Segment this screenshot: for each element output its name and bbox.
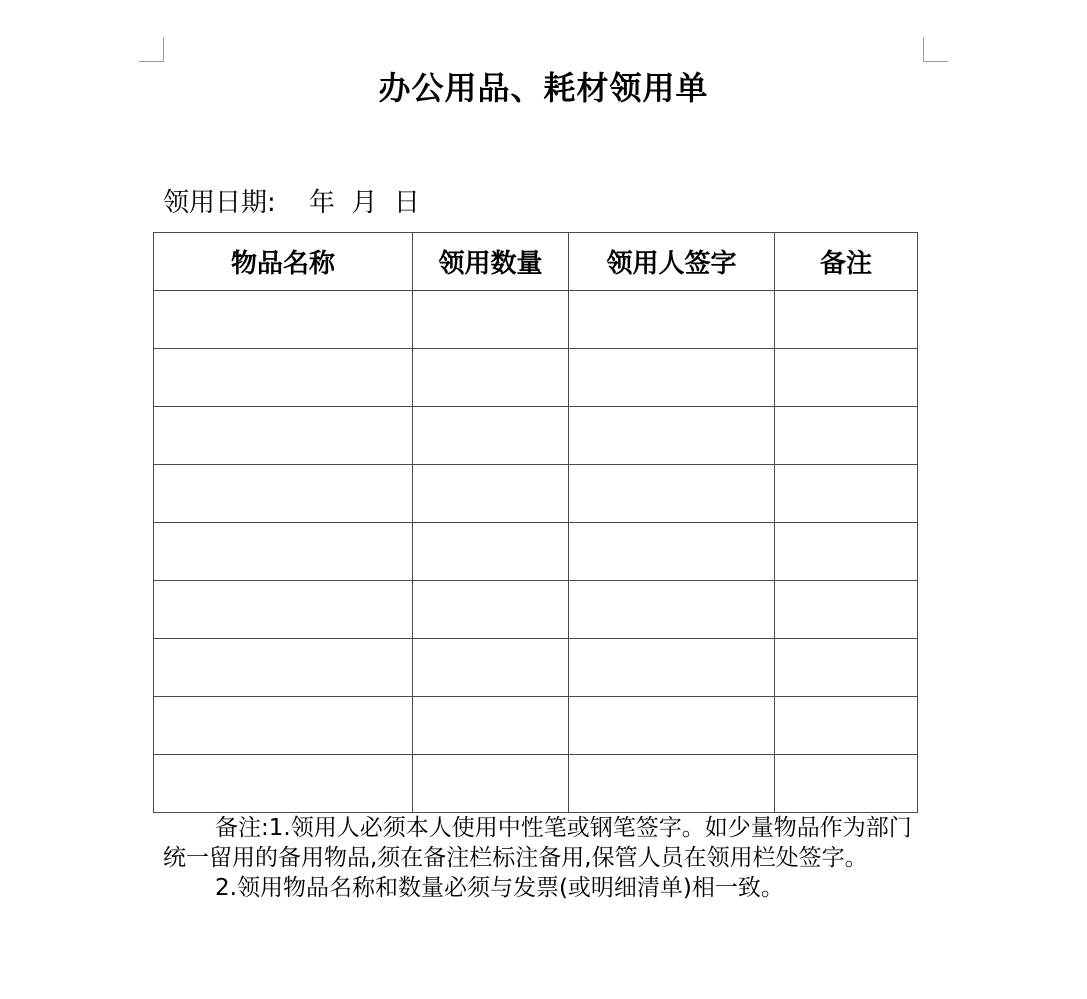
- table-row: [154, 697, 918, 755]
- cell-item-name[interactable]: [154, 755, 413, 813]
- cell-remarks[interactable]: [775, 523, 918, 581]
- cell-remarks[interactable]: [775, 465, 918, 523]
- table-row: [154, 465, 918, 523]
- table-header-row: [154, 233, 918, 291]
- table-row: [154, 755, 918, 813]
- table-row: [154, 349, 918, 407]
- cell-remarks[interactable]: [775, 349, 918, 407]
- table-row: [154, 639, 918, 697]
- cell-quantity[interactable]: [413, 697, 569, 755]
- header-quantity: 领用数量: [413, 233, 569, 291]
- cell-quantity[interactable]: [413, 755, 569, 813]
- notes-section: [163, 813, 923, 903]
- cell-signature[interactable]: [569, 291, 775, 349]
- cell-quantity[interactable]: [413, 291, 569, 349]
- cell-item-name[interactable]: [154, 697, 413, 755]
- cell-remarks[interactable]: [775, 755, 918, 813]
- note-item-1: 备注:1.领用人必须本人使用中性笔或钢笔签字。如少量物品作为部门统一留用的备用物品,须在备注栏标注备用,保管人员在领用栏处签字。: [163, 815, 912, 871]
- cell-quantity[interactable]: [413, 349, 569, 407]
- header-signature: 领用人签字: [569, 233, 775, 291]
- table-row: [154, 407, 918, 465]
- cell-item-name[interactable]: [154, 407, 413, 465]
- cell-signature[interactable]: [569, 639, 775, 697]
- cell-quantity[interactable]: [413, 581, 569, 639]
- cell-remarks[interactable]: [775, 581, 918, 639]
- cell-item-name[interactable]: [154, 639, 413, 697]
- corner-mark-top-left: [139, 37, 164, 62]
- cell-signature[interactable]: [569, 523, 775, 581]
- cell-signature[interactable]: [569, 697, 775, 755]
- cell-item-name[interactable]: [154, 349, 413, 407]
- cell-quantity[interactable]: [413, 465, 569, 523]
- cell-signature[interactable]: [569, 465, 775, 523]
- cell-signature[interactable]: [569, 581, 775, 639]
- table-row: [154, 581, 918, 639]
- cell-item-name[interactable]: [154, 291, 413, 349]
- cell-quantity[interactable]: [413, 523, 569, 581]
- cell-signature[interactable]: [569, 349, 775, 407]
- cell-signature[interactable]: [569, 755, 775, 813]
- header-remarks: 备注: [775, 233, 918, 291]
- header-item-name: 物品名称: [154, 233, 413, 291]
- cell-remarks[interactable]: [775, 407, 918, 465]
- note-item-2: 2.领用物品名称和数量必须与发票(或明细清单)相一致。: [215, 875, 784, 901]
- cell-remarks[interactable]: [775, 697, 918, 755]
- table-row: [154, 523, 918, 581]
- cell-item-name[interactable]: [154, 581, 413, 639]
- corner-mark-top-right: [923, 37, 948, 62]
- cell-quantity[interactable]: [413, 407, 569, 465]
- cell-item-name[interactable]: [154, 523, 413, 581]
- requisition-table: [153, 232, 918, 813]
- cell-remarks[interactable]: [775, 639, 918, 697]
- cell-remarks[interactable]: [775, 291, 918, 349]
- date-line: 领用日期: 年 月 日: [163, 188, 420, 218]
- document-title: 办公用品、耗材领用单: [378, 69, 709, 107]
- cell-quantity[interactable]: [413, 639, 569, 697]
- cell-item-name[interactable]: [154, 465, 413, 523]
- table-row: [154, 291, 918, 349]
- cell-signature[interactable]: [569, 407, 775, 465]
